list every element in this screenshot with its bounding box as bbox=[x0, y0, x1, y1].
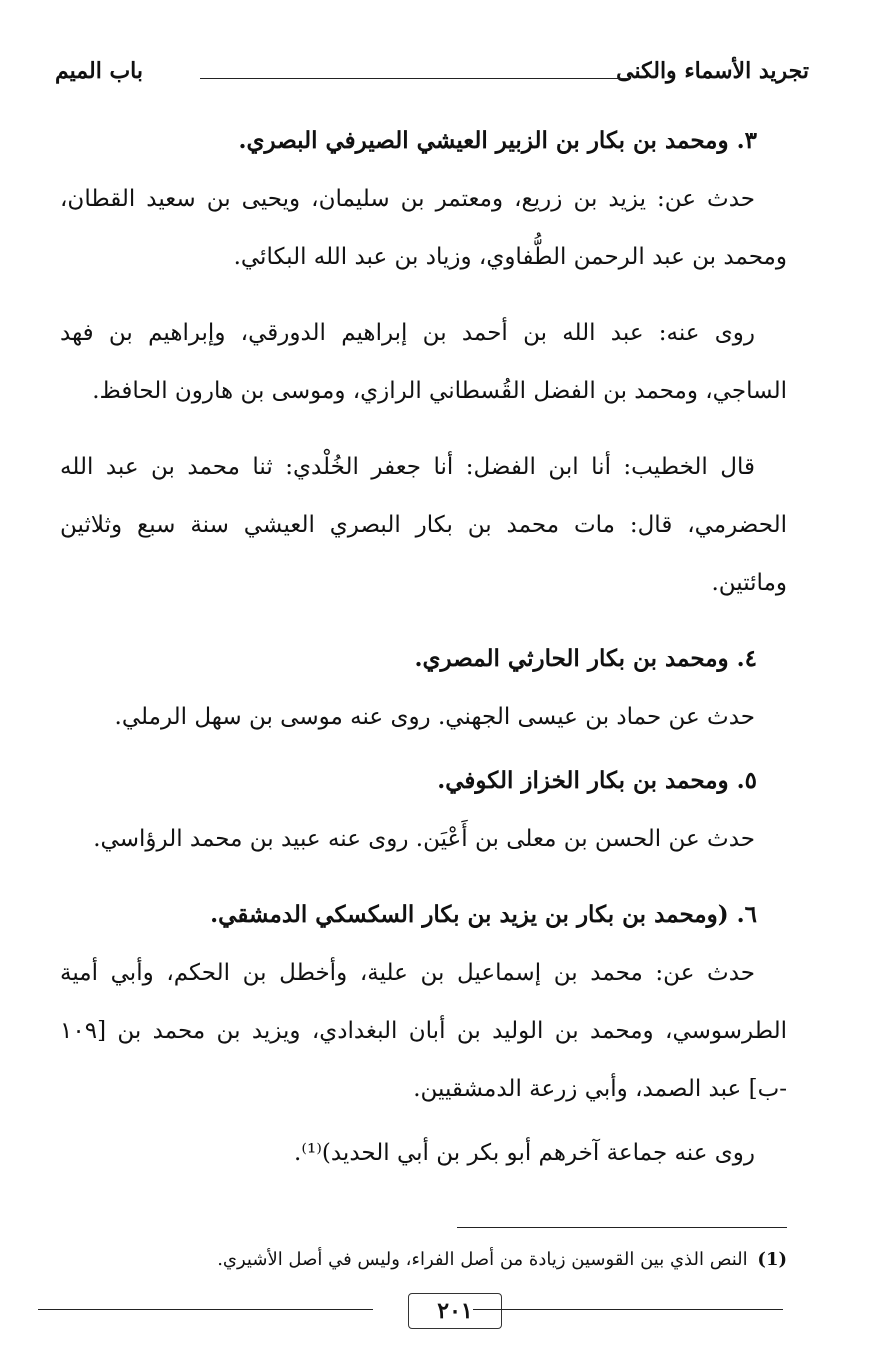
main-text bbox=[60, 112, 787, 1200]
page-footer bbox=[38, 1293, 783, 1329]
entry-6-narrated-by: روى عنه جماعة آخرهم أبو بكر بن أبي الحديد)⁽¹⁾. bbox=[294, 1140, 755, 1166]
chapter-title: باب الميم bbox=[55, 58, 144, 84]
entry-5-text: حدث عن الحسن بن معلى بن أَعْيَن. روى عنه عبيد بن محمد الرؤاسي. bbox=[93, 826, 755, 852]
entry-3-narrated-from: حدث عن: يزيد بن زريع، ومعتمر بن سليمان، ويحيى بن سعيد القطان، ومحمد بن عبد الرحمن الطُّفاوي، وزياد بن عبد الله البكائي. bbox=[60, 186, 787, 270]
entry-heading-3: ٣. ومحمد بن بكار بن الزبير العيشي الصيرفي البصري. bbox=[238, 127, 757, 154]
header-rule bbox=[200, 78, 629, 79]
footnote-separator bbox=[457, 1227, 787, 1228]
book-title: تجريد الأسماء والكنى bbox=[616, 58, 809, 84]
entry-3-narrated-by: روى عنه: عبد الله بن أحمد بن إبراهيم الدورقي، وإبراهيم بن فهد الساجي، ومحمد بن الفضل القُسطاني الرازي، وموسى بن هارون الحافظ. bbox=[60, 320, 787, 404]
entry-3-death-report: قال الخطيب: أنا ابن الفضل: أنا جعفر الخُلْدي: ثنا محمد بن عبد الله الحضرمي، قال: مات محمد بن بكار البصري العيشي سنة سبع وثلاثين ومائتين. bbox=[60, 454, 787, 596]
running-header bbox=[55, 58, 809, 98]
entry-heading-4: ٤. ومحمد بن بكار الحارثي المصري. bbox=[414, 645, 757, 672]
entry-heading-5: ٥. ومحمد بن بكار الخزاز الكوفي. bbox=[437, 767, 757, 794]
entry-6-narrated-from: حدث عن: محمد بن إسماعيل بن علية، وأخطل بن الحكم، وأبي أمية الطرسوسي، ومحمد بن الوليد بن أبان البغدادي، ويزيد بن محمد بن [١٠٩ -ب] عبد الصمد، وأبي زرعة الدمشقيين. bbox=[60, 960, 787, 1102]
footer-rule-left bbox=[38, 1309, 373, 1310]
entry-heading-6: ٦. (ومحمد بن بكار بن يزيد بن بكار السكسكي الدمشقي. bbox=[210, 901, 757, 928]
footnote bbox=[200, 1246, 787, 1274]
footer-rule-right bbox=[473, 1309, 783, 1310]
footnote-number: (1) bbox=[757, 1249, 787, 1270]
page-number: ٢٠١ bbox=[408, 1293, 502, 1329]
entry-4-text: حدث عن حماد بن عيسى الجهني. روى عنه موسى بن سهل الرملي. bbox=[114, 704, 755, 730]
footnote-text: النص الذي بين القوسين زيادة من أصل الفراء، وليس في أصل الأشيري. bbox=[217, 1249, 748, 1270]
